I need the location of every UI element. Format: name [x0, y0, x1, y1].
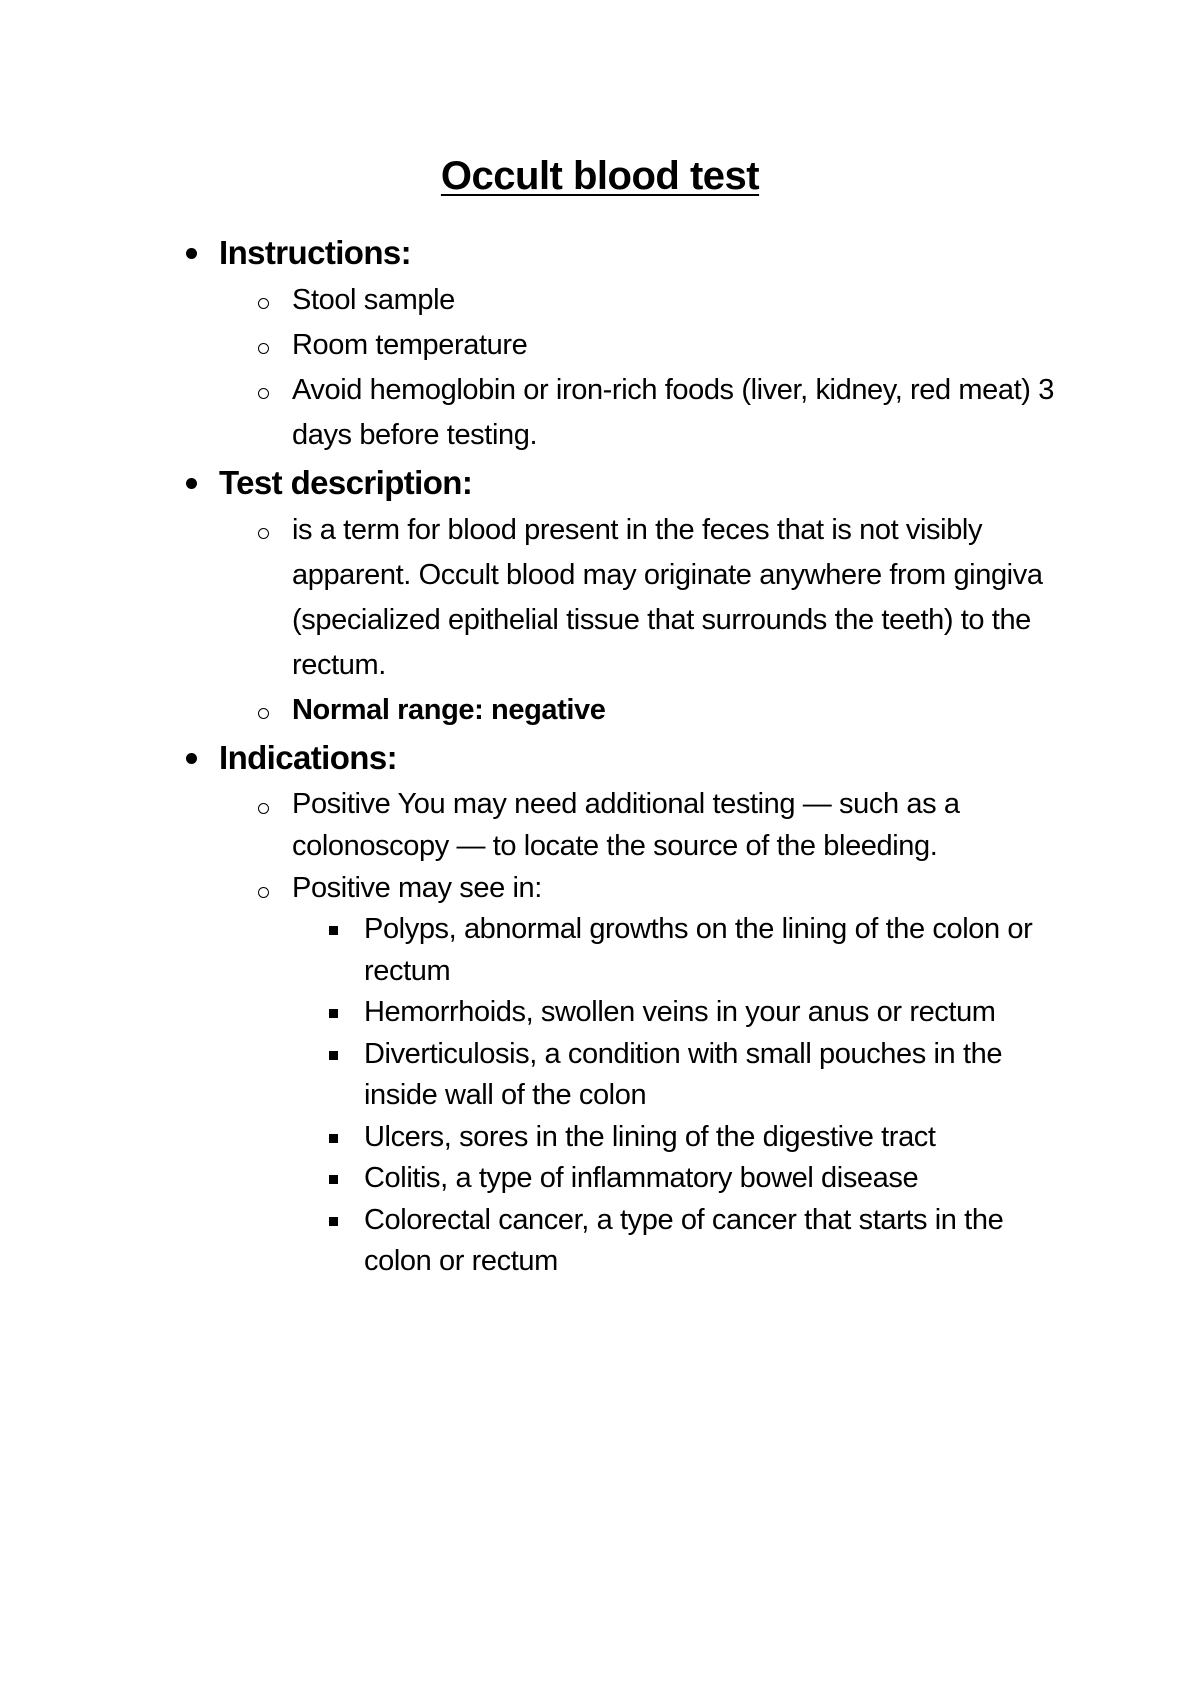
list-item	[254, 278, 1063, 323]
page-title: Occult blood test	[440, 154, 760, 198]
list-item	[326, 1034, 1063, 1117]
list-item-text: Hemorrhoids, swollen veins in your anus or rectum	[364, 996, 996, 1028]
list-item-text: Colitis, a type of inflammatory bowel disease	[364, 1162, 919, 1194]
circle-bullet-icon	[258, 887, 269, 898]
circle-bullet-icon	[258, 528, 269, 539]
description-list	[254, 508, 1063, 733]
list-item	[326, 992, 1063, 1034]
list-item-text: Stool sample	[292, 284, 455, 316]
list-item	[326, 1117, 1063, 1159]
list-item-text: Colorectal cancer, a type of cancer that starts in the colon or rectum	[364, 1203, 1004, 1277]
section-heading: Instructions:	[219, 234, 412, 271]
indications-list	[254, 783, 1063, 1283]
document-body	[183, 228, 1063, 1283]
normal-range-text: Normal range: negative	[292, 694, 606, 726]
section-heading: Test description:	[219, 464, 473, 501]
disc-bullet-icon	[186, 478, 197, 489]
circle-bullet-icon	[258, 388, 269, 399]
disc-bullet-icon	[186, 248, 197, 259]
section-list	[183, 228, 1063, 1283]
instructions-list	[254, 278, 1063, 458]
square-bullet-icon	[329, 1009, 338, 1018]
list-item-text: Polyps, abnormal growths on the lining of the colon or rectum	[364, 913, 1033, 987]
section-heading: Indications:	[219, 739, 397, 776]
list-item	[254, 368, 1063, 458]
list-item	[326, 1200, 1063, 1283]
list-item	[326, 909, 1063, 992]
list-item-text: Positive may see in:	[292, 872, 542, 904]
circle-bullet-icon	[258, 708, 269, 719]
list-item-text: Room temperature	[292, 329, 528, 361]
list-item-text: Avoid hemoglobin or iron-rich foods (liver, kidney, red meat) 3 days before testing.	[292, 374, 1054, 451]
list-item-text: Ulcers, sores in the lining of the digestive tract	[364, 1120, 936, 1153]
square-bullet-icon	[329, 1175, 338, 1184]
section-test-description	[183, 458, 1063, 733]
list-item-text: is a term for blood present in the feces that is not visibly apparent. Occult blood may originate anywhere from gingiva (specialized epithelial tissue that surrounds the teeth) to the rectum.	[292, 514, 1043, 681]
circle-bullet-icon	[258, 803, 269, 814]
list-item-text: Positive You may need additional testing — such as a colonoscopy — to locate the source of the bleeding.	[292, 788, 960, 862]
list-item	[326, 1158, 1063, 1200]
square-bullet-icon	[329, 926, 338, 935]
conditions-list	[326, 909, 1063, 1283]
section-instructions	[183, 228, 1063, 458]
list-item	[254, 688, 1063, 733]
disc-bullet-icon	[186, 753, 197, 764]
list-item	[254, 323, 1063, 368]
list-item	[254, 783, 1063, 867]
list-item-text: Diverticulosis, a condition with small pouches in the inside wall of the colon	[364, 1037, 1003, 1111]
circle-bullet-icon	[258, 298, 269, 309]
square-bullet-icon	[329, 1134, 338, 1143]
square-bullet-icon	[329, 1051, 338, 1060]
list-item	[254, 508, 1063, 688]
square-bullet-icon	[329, 1217, 338, 1226]
list-item	[254, 867, 1063, 1283]
section-indications	[183, 733, 1063, 1283]
circle-bullet-icon	[258, 343, 269, 354]
